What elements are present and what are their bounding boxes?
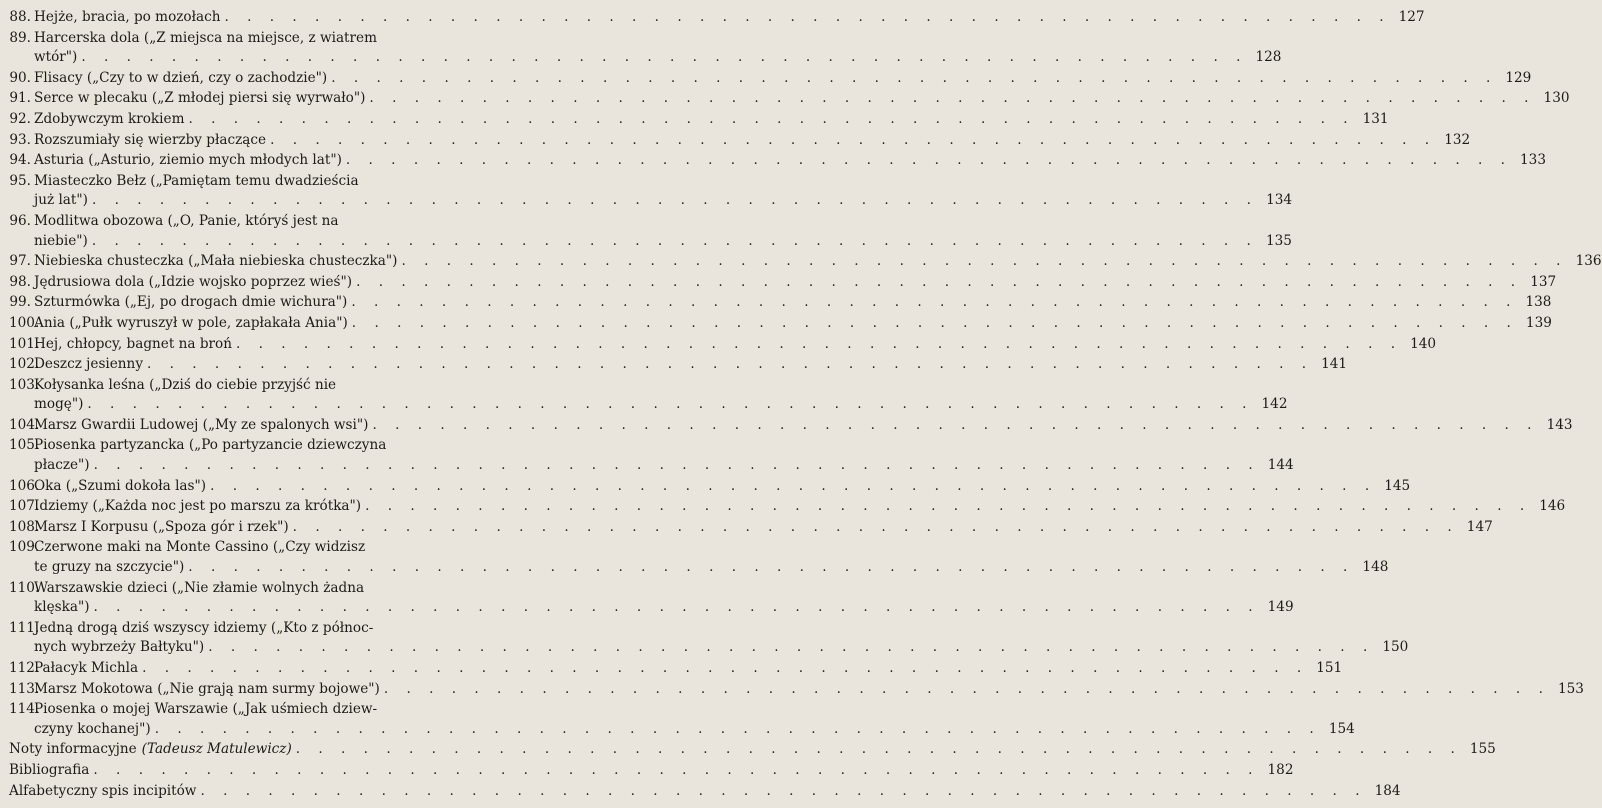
toc-entry-line xyxy=(9,638,1409,658)
entry-title: Serce w plecaku („Z młodej piersi się wyrwało") xyxy=(34,90,366,107)
dot-leader xyxy=(138,659,1312,679)
entry-title: Marsz Mokotowa („Nie grają nam surmy bojowe") xyxy=(34,680,380,697)
toc-entry-line xyxy=(9,151,1546,171)
dot-leader xyxy=(361,497,1535,517)
toc-entry-line xyxy=(9,416,1573,436)
entry-number: 93. xyxy=(9,131,31,148)
toc-entry-line xyxy=(9,538,485,558)
toc-entry xyxy=(9,436,1294,475)
toc-entry xyxy=(9,497,1566,517)
toc-entry-line xyxy=(9,172,485,192)
entry-title: czyny kochanej") xyxy=(34,720,151,737)
toc-entry-line xyxy=(9,579,485,599)
entry-number: 109. xyxy=(9,539,40,556)
toc-entry xyxy=(9,355,1348,375)
dot-leader xyxy=(206,477,1380,497)
entry-number: 90. xyxy=(9,69,31,86)
entry-title: Ania („Pułk wyruszył w pole, zapłakała Ania") xyxy=(34,314,348,331)
toc-entry xyxy=(9,680,1584,700)
page-number: 143 xyxy=(1546,416,1573,433)
entry-number: 112. xyxy=(9,660,40,676)
entry-title: Hej, chłopcy, bagnet na broń xyxy=(34,335,232,352)
entry-title: Miasteczko Bełz („Pamiętam temu dwadzieścia xyxy=(34,172,359,189)
entry-title: Asturia („Asturio, ziemio mych młodych lat") xyxy=(34,152,342,169)
toc-entry-line xyxy=(9,659,1343,679)
dot-leader xyxy=(365,89,1539,109)
back-matter-entry xyxy=(9,782,1401,802)
page-number: 127 xyxy=(1398,9,1425,25)
entry-title: niebie") xyxy=(34,232,88,249)
entry-title: Marsz I Korpusu („Spoza gór i rzek") xyxy=(34,518,289,535)
toc-entry-line xyxy=(9,8,1425,28)
toc-entry xyxy=(9,212,1292,251)
toc-entry-line xyxy=(9,761,1294,781)
entry-title: już lat") xyxy=(34,192,88,209)
entry-title: Czerwone maki na Monte Cassino („Czy widzisz xyxy=(34,539,366,556)
dot-leader xyxy=(342,151,1516,171)
entry-title: wtór") xyxy=(34,49,78,66)
toc-entry xyxy=(9,151,1546,171)
toc-entry-line xyxy=(9,456,1294,476)
page-number: 147 xyxy=(1466,518,1493,535)
toc-entry-line xyxy=(9,273,1557,293)
toc-entry-line xyxy=(9,558,1389,578)
toc-entry-line xyxy=(9,518,1493,538)
page-number: 138 xyxy=(1525,294,1552,311)
entry-title: Noty informacyjne xyxy=(9,741,137,758)
entry-title: Modlitwa obozowa („O, Panie, któryś jest na xyxy=(34,212,339,229)
page-number: 137 xyxy=(1530,273,1557,290)
dot-leader xyxy=(204,638,1378,658)
dot-leader xyxy=(83,395,1257,415)
dot-leader xyxy=(77,48,1251,68)
dot-leader xyxy=(90,598,1264,618)
entry-title: Hejże, bracia, po mozołach xyxy=(34,9,221,25)
dot-leader xyxy=(220,8,1394,28)
page-number: 148 xyxy=(1362,559,1389,576)
entry-title: Harcerska dola („Z miejsca na miejsce, z wiatrem xyxy=(34,29,377,46)
toc-entry xyxy=(9,314,1552,334)
toc-entry-line xyxy=(9,89,1570,109)
entry-title: Piosenka o mojej Warszawie („Jak uśmiech dziew- xyxy=(34,701,378,718)
page-number: 155 xyxy=(1469,741,1496,758)
entry-title: Niebieska chusteczka („Mała niebieska chusteczka") xyxy=(34,253,398,270)
toc-entry-line xyxy=(9,477,1411,497)
page-number: 144 xyxy=(1267,457,1294,474)
page-number: 139 xyxy=(1525,314,1552,331)
entry-title: płacze") xyxy=(34,457,90,474)
entry-number: 98. xyxy=(9,273,31,290)
page-number: 182 xyxy=(1267,761,1294,778)
toc-entry xyxy=(9,416,1573,436)
entry-number: 105. xyxy=(9,437,40,454)
back-matter-entry xyxy=(9,761,1294,781)
entry-title: Jedną drogą dziś wszyscy idziemy („Kto z północ- xyxy=(34,619,374,636)
entry-number: 88. xyxy=(9,9,31,25)
dot-leader xyxy=(184,558,1358,578)
entry-title: te gruzy na szczycie") xyxy=(34,559,185,576)
toc-entry-line xyxy=(9,355,1348,375)
entry-title: Piosenka partyzancka („Po partyzancie dziewczyna xyxy=(34,437,387,454)
toc-entry xyxy=(9,273,1557,293)
toc-entry-line xyxy=(9,110,1389,130)
toc-entry-line xyxy=(9,497,1566,517)
dot-leader xyxy=(327,69,1501,89)
dot-leader xyxy=(90,456,1264,476)
entry-title: Marsz Gwardii Ludowej („My ze spalonych wsi") xyxy=(34,416,369,433)
entry-number: 106. xyxy=(9,477,40,494)
entry-title: Warszawskie dzieci („Nie złamie wolnych żadna xyxy=(34,579,365,596)
dot-leader xyxy=(368,416,1542,436)
toc-entry-line xyxy=(9,376,485,396)
entry-title: Szturmówka („Ej, po drogach dmie wichura") xyxy=(34,294,348,311)
dot-leader xyxy=(184,110,1358,130)
toc-entry-line xyxy=(9,191,1293,211)
toc-entry-line xyxy=(9,252,1602,272)
entry-number: 94. xyxy=(9,152,31,169)
entry-number: 97. xyxy=(9,253,31,270)
toc-entry xyxy=(9,376,1288,415)
toc-entry-line xyxy=(9,619,485,639)
entry-title: Pałacyk Michla xyxy=(34,660,139,676)
entry-title: Flisacy („Czy to w dzień, czy o zachodzie") xyxy=(34,69,328,86)
toc-entry xyxy=(9,69,1532,89)
page-number: 149 xyxy=(1267,599,1294,616)
entry-number: 95. xyxy=(9,172,31,189)
page-number: 184 xyxy=(1374,782,1401,799)
page-number: 136 xyxy=(1575,253,1602,270)
toc-entry-line xyxy=(9,720,1355,740)
toc-entry-line xyxy=(9,293,1552,313)
page-number: 140 xyxy=(1410,335,1437,352)
toc-entry xyxy=(9,619,1409,658)
toc-entry-line xyxy=(9,782,1401,802)
toc-entry-line xyxy=(9,700,485,720)
toc-entry xyxy=(9,172,1293,211)
entry-number: 96. xyxy=(9,212,31,229)
toc-entry xyxy=(9,293,1552,313)
toc-entry-line xyxy=(9,232,1292,252)
entry-title: Oka („Szumi dokoła las") xyxy=(34,477,207,494)
page-number: 150 xyxy=(1382,639,1409,656)
entry-author: (Tadeusz Matulewicz) xyxy=(141,741,292,758)
entry-title: Bibliografia xyxy=(9,761,90,778)
page-number: 141 xyxy=(1321,356,1348,373)
toc-entry-line xyxy=(9,48,1282,68)
toc-entry xyxy=(9,538,1389,577)
entry-title: Jędrusiowa dola („Idzie wojsko poprzez wieś") xyxy=(34,273,353,290)
page-number: 131 xyxy=(1362,110,1389,127)
dot-leader xyxy=(89,761,1263,781)
page-number: 151 xyxy=(1316,660,1343,676)
entry-number: 110. xyxy=(9,579,40,596)
dot-leader xyxy=(88,191,1262,211)
toc-entry-line xyxy=(9,29,485,49)
toc-entry xyxy=(9,29,1282,68)
toc-entry-line xyxy=(9,335,1437,355)
dot-leader xyxy=(292,740,1466,760)
page-number: 154 xyxy=(1328,720,1355,737)
toc-entry xyxy=(9,89,1570,109)
page-number: 134 xyxy=(1266,192,1293,209)
entry-number: 104. xyxy=(9,416,40,433)
dot-leader xyxy=(88,232,1262,252)
toc-list xyxy=(9,8,1602,801)
entry-title: Rozszumiały się wierzby płaczące xyxy=(34,131,267,148)
toc-entry-line xyxy=(9,395,1288,415)
entry-title: Idziemy („Każda noc jest po marszu za krótka") xyxy=(34,498,362,515)
entry-number: 111. xyxy=(9,619,40,636)
entry-number: 101. xyxy=(9,335,40,352)
entry-number: 91. xyxy=(9,90,31,107)
toc-entry-line xyxy=(9,598,1294,618)
entry-number: 89. xyxy=(9,29,31,46)
toc-entry-line xyxy=(9,436,485,456)
page-number: 129 xyxy=(1505,69,1532,86)
toc-entry xyxy=(9,335,1437,355)
toc-entry xyxy=(9,659,1343,679)
entry-number: 103. xyxy=(9,376,40,393)
entry-title: nych wybrzeży Bałtyku") xyxy=(34,639,205,656)
page-number: 133 xyxy=(1520,152,1546,169)
entry-title: Alfabetyczny spis incipitów xyxy=(9,782,197,799)
dot-leader xyxy=(348,314,1522,334)
toc-entry xyxy=(9,252,1602,272)
dot-leader xyxy=(347,293,1521,313)
dot-leader xyxy=(380,680,1554,700)
toc-entry-line xyxy=(9,740,1496,760)
toc-entry-line xyxy=(9,212,485,232)
toc-entry xyxy=(9,700,1355,739)
page-number: 153 xyxy=(1557,680,1584,697)
entry-number: 114. xyxy=(9,701,40,718)
entry-title: Deszcz jesienny xyxy=(34,356,143,373)
toc-entry-line xyxy=(9,680,1584,700)
dot-leader xyxy=(352,273,1526,293)
toc-entry xyxy=(9,110,1389,130)
entry-title: Kołysanka leśna („Dziś do ciebie przyjść nie xyxy=(34,376,337,393)
page-number: 132 xyxy=(1444,131,1471,148)
entry-number: 99. xyxy=(9,294,31,311)
dot-leader xyxy=(289,518,1463,538)
back-matter-entry xyxy=(9,740,1496,760)
entry-number: 102. xyxy=(9,356,40,373)
dot-leader xyxy=(266,131,1440,151)
dot-leader xyxy=(397,252,1571,272)
toc-entry xyxy=(9,131,1471,151)
entry-number: 108. xyxy=(9,518,40,535)
page-number: 145 xyxy=(1384,477,1411,494)
toc-entry xyxy=(9,477,1411,497)
entry-number: 92. xyxy=(9,110,31,127)
toc-entry xyxy=(9,579,1294,618)
toc-entry-line xyxy=(9,69,1532,89)
dot-leader xyxy=(196,782,1370,802)
dot-leader xyxy=(151,720,1325,740)
page-number: 128 xyxy=(1255,49,1282,66)
toc-entry-line xyxy=(9,314,1552,334)
page-number: 135 xyxy=(1265,232,1292,249)
entry-title: klęska") xyxy=(34,599,90,616)
page-number: 130 xyxy=(1543,90,1570,107)
toc-entry xyxy=(9,518,1493,538)
entry-title: mogę") xyxy=(34,396,84,413)
page-number: 146 xyxy=(1539,498,1566,515)
toc-entry xyxy=(9,8,1425,28)
entry-title: Zdobywczym krokiem xyxy=(34,110,185,127)
dot-leader xyxy=(143,355,1317,375)
entry-number: 113. xyxy=(9,680,40,697)
toc-entry-line xyxy=(9,131,1471,151)
entry-number: 100. xyxy=(9,314,40,331)
entry-number: 107. xyxy=(9,498,40,515)
page-number: 142 xyxy=(1261,396,1288,413)
dot-leader xyxy=(232,335,1406,355)
